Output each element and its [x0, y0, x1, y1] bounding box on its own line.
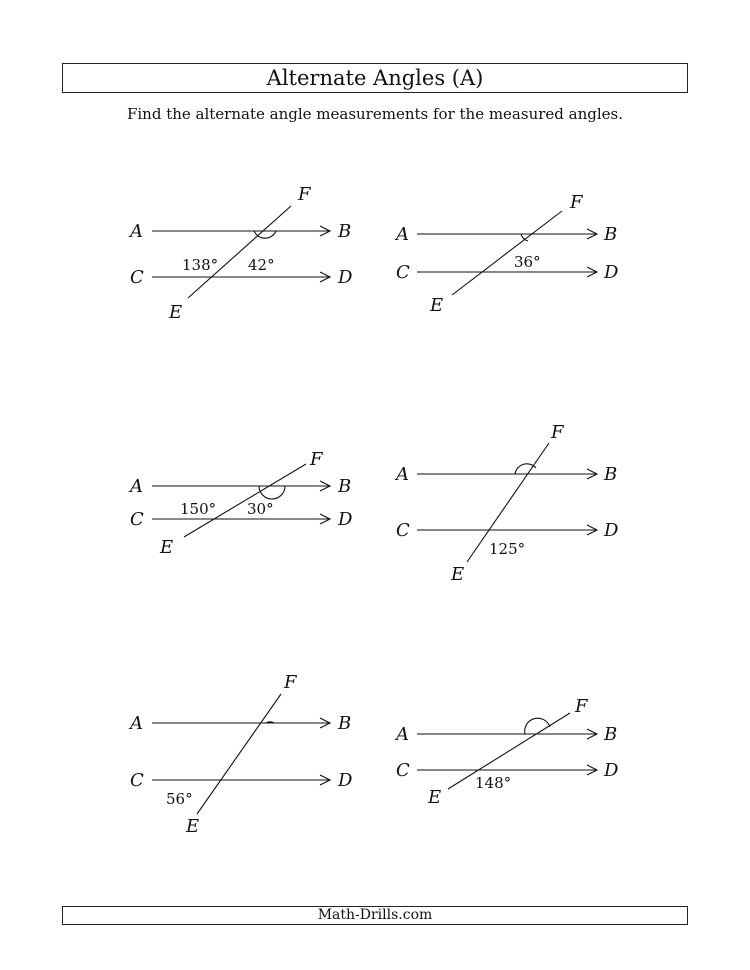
given-angle: 138° [182, 256, 219, 274]
label-c: C [130, 267, 144, 288]
label-f: F [570, 192, 583, 213]
label-b: B [338, 713, 352, 734]
given-angle: 36° [514, 253, 541, 271]
given-angle: 148° [475, 774, 512, 792]
label-d: D [338, 267, 353, 288]
label-f: F [575, 696, 588, 717]
label-b: B [604, 724, 618, 745]
label-d: D [604, 760, 619, 781]
label-b: B [604, 464, 618, 485]
problem-4 [394, 422, 619, 585]
worksheet-title: Alternate Angles (A) [62, 63, 688, 93]
label-c: C [130, 509, 144, 530]
answer-angle: 42° [248, 256, 275, 274]
angle-arc [515, 464, 536, 474]
label-a: A [130, 476, 143, 497]
label-a: A [396, 224, 409, 245]
label-b: B [338, 476, 352, 497]
transversal-ef [197, 694, 281, 814]
angle-arc [254, 231, 276, 238]
label-f: F [310, 449, 323, 470]
label-c: C [396, 520, 410, 541]
label-a: A [396, 464, 409, 485]
angle-arc [525, 718, 550, 734]
label-b: B [604, 224, 618, 245]
given-angle: 56° [166, 790, 193, 808]
answer-angle: 30° [247, 500, 274, 518]
label-f: F [551, 422, 564, 443]
label-d: D [604, 262, 619, 283]
label-e: E [160, 537, 174, 558]
problem-3 [128, 449, 353, 558]
label-b: B [338, 221, 352, 242]
given-angle: 125° [489, 540, 526, 558]
label-a: A [130, 221, 143, 242]
label-e: E [428, 787, 442, 808]
instructions: Find the alternate angle measurements for the measured angles. [126, 105, 624, 123]
label-c: C [130, 770, 144, 791]
transversal-ef [188, 206, 291, 298]
label-d: D [604, 520, 619, 541]
label-a: A [396, 724, 409, 745]
label-f: F [284, 672, 297, 693]
label-f: F [298, 184, 311, 205]
label-e: E [451, 564, 465, 585]
angle-arc [259, 486, 285, 499]
label-d: D [338, 770, 353, 791]
label-e: E [186, 816, 200, 837]
footer-brand: Math-Drills.com [62, 906, 688, 925]
transversal-ef [452, 211, 562, 295]
label-c: C [396, 760, 410, 781]
problem-5 [128, 672, 353, 837]
label-e: E [430, 295, 444, 316]
problem-2 [394, 192, 619, 316]
given-angle: 150° [180, 500, 217, 518]
problem-6 [394, 696, 619, 808]
problem-1 [128, 184, 353, 323]
label-e: E [169, 302, 183, 323]
label-d: D [338, 509, 353, 530]
label-c: C [396, 262, 410, 283]
label-a: A [130, 713, 143, 734]
